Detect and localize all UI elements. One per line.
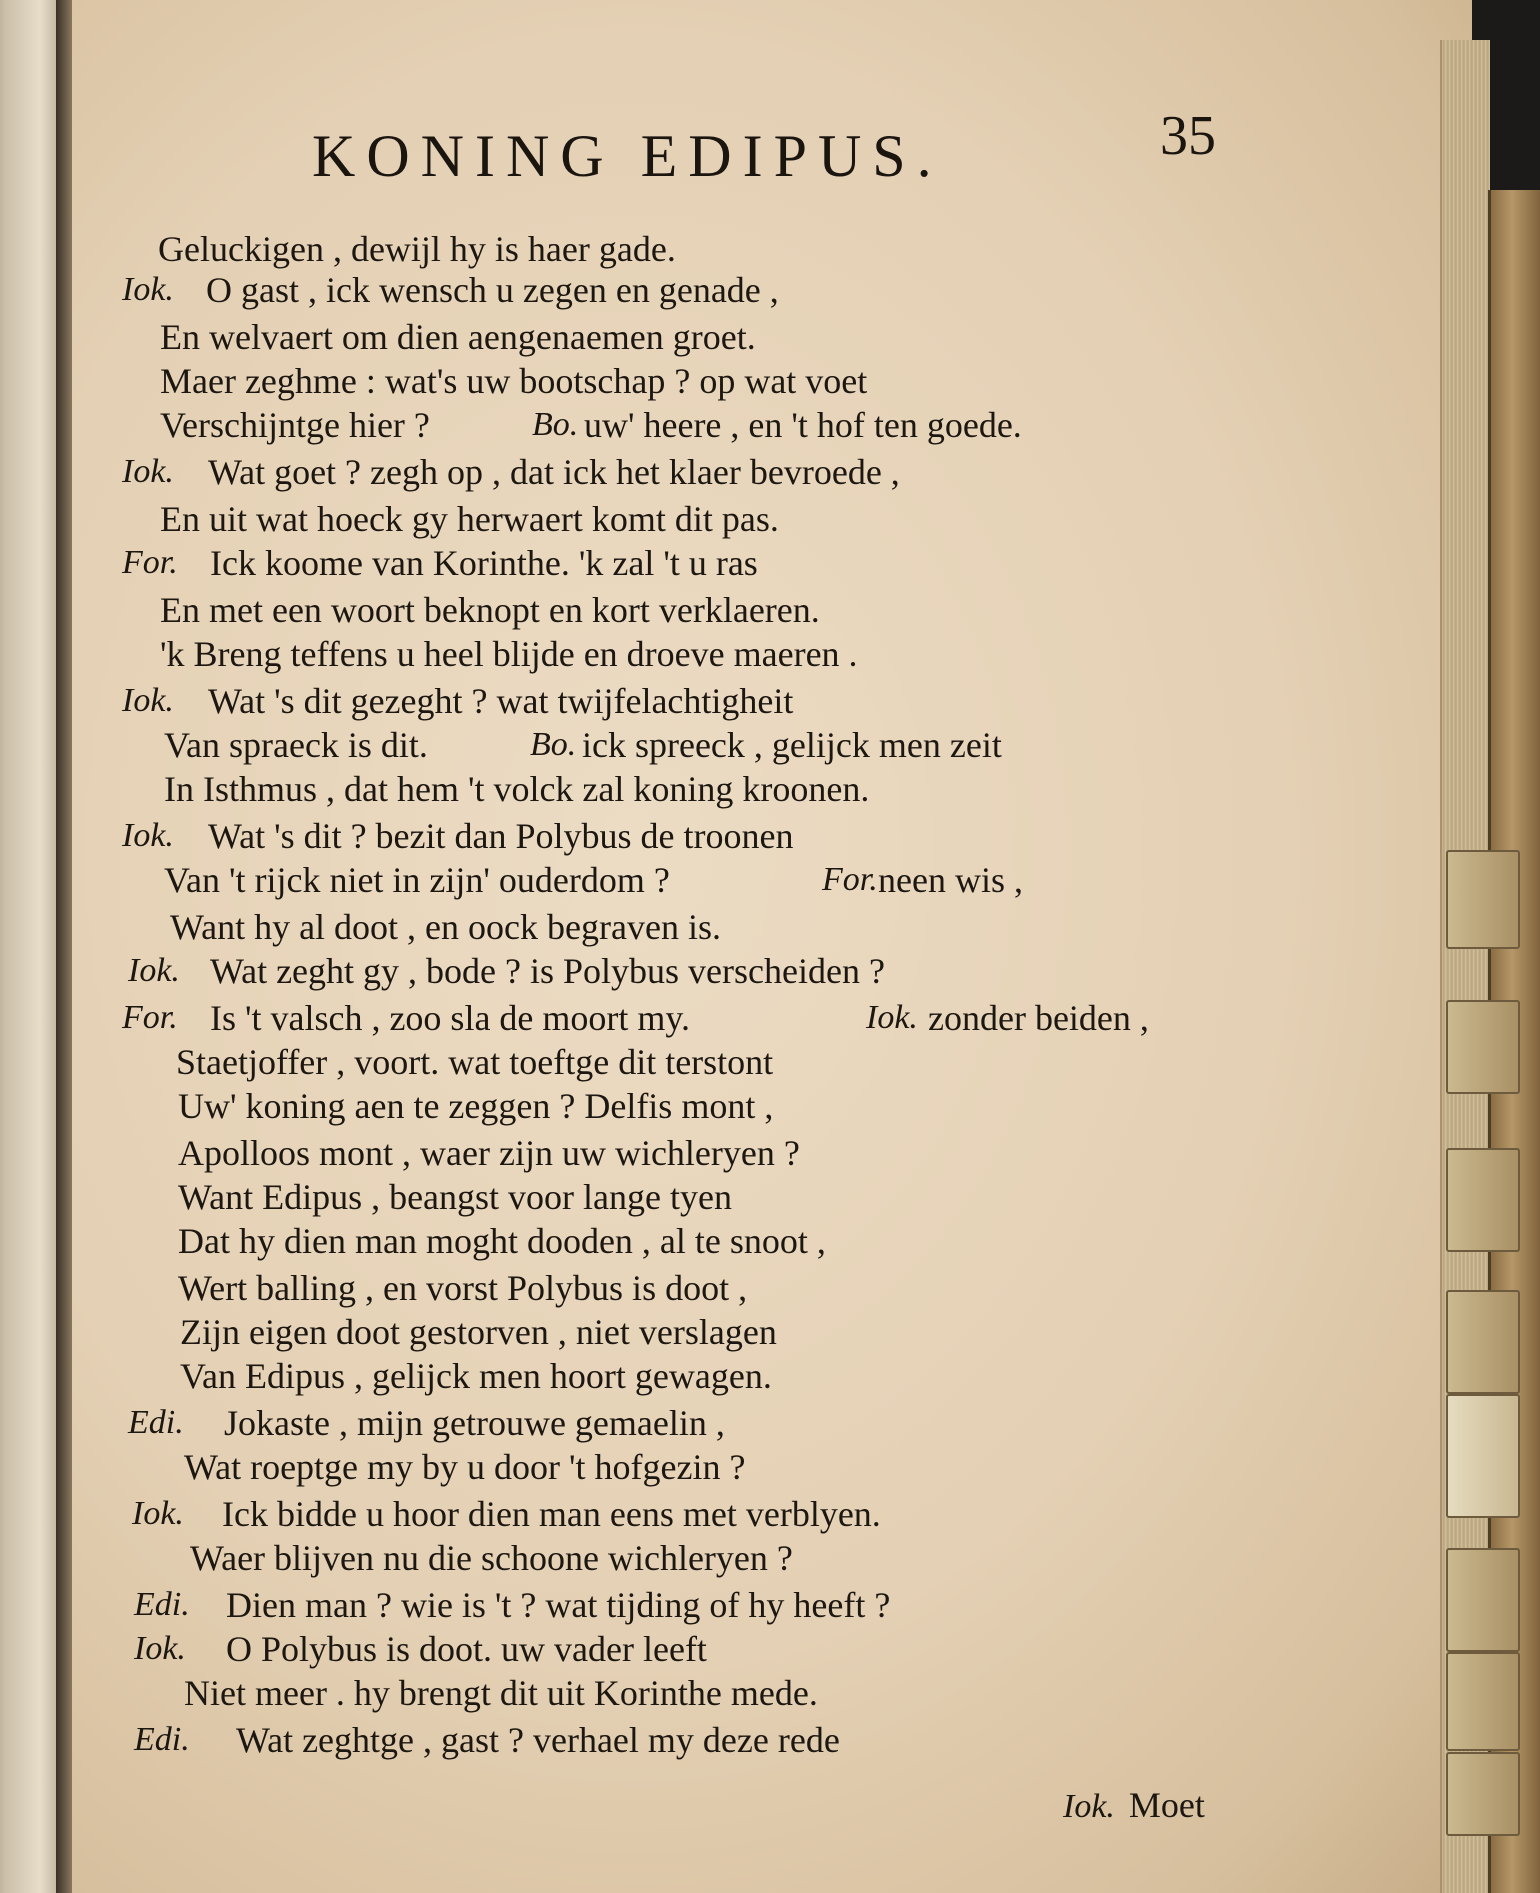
catchword-word: Moet — [1128, 1785, 1205, 1825]
speaker-label: Edi. — [128, 1404, 184, 1441]
verse-text: Dien man ? wie is 't ? wat tijding of hy heeft ? — [226, 1585, 891, 1625]
page-number: 35 — [1160, 105, 1216, 167]
verse-line — [0, 1353, 1400, 1399]
verse-line — [0, 1309, 1400, 1355]
inline-speaker-label: Bo. — [530, 726, 577, 763]
verse-line — [0, 1039, 1400, 1085]
verse-text: En met een woort beknopt en kort verklaeren. — [160, 590, 820, 630]
verse-text: Staetjoffer , voort. wat toeftge dit terstont — [176, 1042, 774, 1082]
verse-text: O gast , ick wensch u zegen en genade , — [206, 270, 779, 310]
verse-text: O Polybus is doot. uw vader leeft — [226, 1629, 707, 1669]
verse-text: En uit wat hoeck gy herwaert komt dit pas. — [160, 499, 779, 539]
verse-line — [0, 540, 1400, 586]
verse-line — [0, 1717, 1400, 1763]
verse-text: Wat goet ? zegh op , dat ick het klaer bevroede , — [208, 452, 900, 492]
verse-line — [0, 1083, 1400, 1129]
verse-line — [0, 314, 1400, 360]
verse-line — [0, 1130, 1400, 1176]
verse-text-continued: zonder beiden , — [928, 998, 1149, 1038]
catchword — [1063, 1784, 1205, 1826]
verse-text-continued: neen wis , — [878, 860, 1023, 900]
speaker-label: Iok. — [134, 1630, 186, 1667]
speaker-label: Iok. — [132, 1495, 184, 1532]
verse-text: Is 't valsch , zoo sla de moort my. — [210, 998, 691, 1038]
speaker-label: Edi. — [134, 1721, 190, 1758]
verse-text: Ick koome van Korinthe. 'k zal 't u ras — [210, 543, 758, 583]
verse-text: Apolloos mont , waer zijn uw wichleryen ? — [178, 1133, 800, 1173]
verse-text-continued: ick spreeck , gelijck men zeit — [582, 725, 1002, 765]
verse-line — [0, 1218, 1400, 1264]
verse-line — [0, 226, 1400, 272]
verse-text: Wat roeptge my by u door 't hofgezin ? — [184, 1447, 746, 1487]
verse-text: Jokaste , mijn getrouwe gemaelin , — [224, 1403, 725, 1443]
verse-line — [0, 678, 1400, 724]
verse-line — [0, 1670, 1400, 1716]
speaker-label: For. — [122, 544, 178, 581]
verse-line — [0, 358, 1400, 404]
verse-text: Want hy al doot , en oock begraven is. — [170, 907, 721, 947]
verse-text: En welvaert om dien aengenaemen groet. — [160, 317, 756, 357]
verse-line — [0, 1491, 1400, 1537]
verse-text: Dat hy dien man moght dooden , al te snoot , — [178, 1221, 826, 1261]
verse-line — [0, 995, 1400, 1041]
verse-line — [0, 766, 1400, 812]
running-title: KONING EDIPUS. — [312, 123, 943, 189]
verse-text: Zijn eigen doot gestorven , niet verslagen — [180, 1312, 777, 1352]
verse-text: Van spraeck is dit. — [164, 725, 428, 765]
verse-text: In Isthmus , dat hem 't volck zal koning kroonen. — [164, 769, 870, 809]
verse-line — [0, 904, 1400, 950]
verse-text: Van Edipus , gelijck men hoort gewagen. — [180, 1356, 772, 1396]
verse-line — [0, 402, 1400, 448]
verse-line — [0, 496, 1400, 542]
speaker-label: Iok. — [122, 817, 174, 854]
verse-text: Verschijntge hier ? — [160, 405, 430, 445]
speaker-label: Edi. — [134, 1586, 190, 1623]
verse-text: Geluckigen , dewijl hy is haer gade. — [158, 229, 676, 269]
verse-line — [0, 857, 1400, 903]
catchword-speaker: Iok. — [1063, 1788, 1115, 1825]
verse-line — [0, 1444, 1400, 1490]
verse-text: Niet meer . hy brengt dit uit Korinthe mede. — [184, 1673, 818, 1713]
verse-text: Maer zeghme : wat's uw bootschap ? op wat voet — [160, 361, 868, 401]
verse-text: Wat 's dit gezeght ? wat twijfelachtigheit — [208, 681, 794, 721]
verse-text: Wat zeghtge , gast ? verhael my deze rede — [236, 1720, 840, 1760]
verse-text: Van 't rijck niet in zijn' ouderdom ? — [164, 860, 670, 900]
speaker-label: Iok. — [128, 952, 180, 989]
verse-line — [0, 631, 1400, 677]
speaker-label: Iok. — [122, 271, 174, 308]
verse-line — [0, 1400, 1400, 1446]
verse-text: 'k Breng teffens u heel blijde en droeve maeren . — [160, 634, 858, 674]
inline-speaker-label: Iok. — [866, 999, 918, 1036]
inline-speaker-label: Bo. — [532, 406, 579, 443]
verse-line — [0, 267, 1400, 313]
verse-text: Wat zeght gy , bode ? is Polybus verscheiden ? — [210, 951, 885, 991]
verse-text: Uw' koning aen te zeggen ? Delfis mont , — [178, 1086, 774, 1126]
verse-line — [0, 1626, 1400, 1672]
verse-line — [0, 1582, 1400, 1628]
verse-text: Wat 's dit ? bezit dan Polybus de troonen — [208, 816, 794, 856]
verse-line — [0, 722, 1400, 768]
verse-text: Want Edipus , beangst voor lange tyen — [178, 1177, 732, 1217]
verse-text: Ick bidde u hoor dien man eens met verblyen. — [222, 1494, 881, 1534]
verse-line — [0, 1265, 1400, 1311]
verse-line — [0, 1535, 1400, 1581]
verse-line — [0, 449, 1400, 495]
speaker-label: Iok. — [122, 453, 174, 490]
verse-line — [0, 587, 1400, 633]
verse-text-continued: uw' heere , en 't hof ten goede. — [584, 405, 1022, 445]
verse-line — [0, 1174, 1400, 1220]
inline-speaker-label: For. — [822, 861, 878, 898]
verse-text: Wert balling , en vorst Polybus is doot , — [178, 1268, 748, 1308]
speaker-label: Iok. — [122, 682, 174, 719]
verse-line — [0, 948, 1400, 994]
verse-line — [0, 813, 1400, 859]
verse-text: Waer blijven nu die schoone wichleryen ? — [190, 1538, 793, 1578]
speaker-label: For. — [122, 999, 178, 1036]
